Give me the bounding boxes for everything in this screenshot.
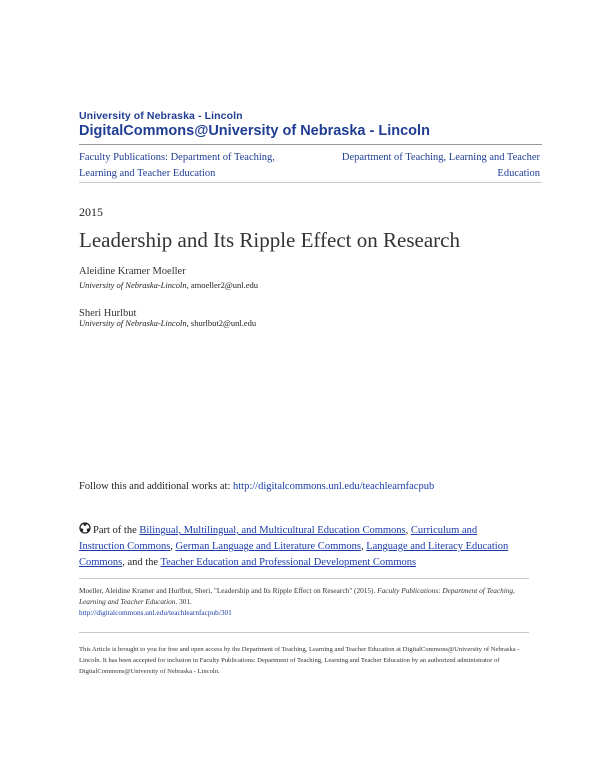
collection-divider xyxy=(79,182,542,183)
commons-link-bilingual[interactable]: Bilingual, Multilingual, and Multicultural Education Commons xyxy=(139,525,406,536)
author-name: Aleidine Kramer Moeller xyxy=(79,266,186,277)
citation-text: Moeller, Aleidine Kramer and Hurlbut, Sheri, "Leadership and Its Ripple Effect on Research" (2015). xyxy=(79,586,378,595)
citation-number: . 301. xyxy=(175,597,192,606)
affiliation-name: University of Nebraska-Lincoln xyxy=(79,318,187,328)
repository-link[interactable]: DigitalCommons@University of Nebraska - Lincoln xyxy=(79,123,430,139)
citation-divider xyxy=(79,578,529,579)
collection-link-department[interactable]: Department of Teaching, Learning and Teacher Education xyxy=(341,152,540,179)
author-email[interactable]: shurlbut2@unl.edu xyxy=(190,318,257,328)
network-icon xyxy=(79,522,91,534)
affiliation-separator: , xyxy=(186,280,191,290)
part-of-and-the: , and the xyxy=(122,557,161,568)
commons-link-teacher-education[interactable]: Teacher Education and Professional Development Commons xyxy=(160,557,417,568)
institution-link[interactable]: University of Nebraska - Lincoln xyxy=(79,110,243,122)
part-of-separator: , xyxy=(405,525,411,536)
follow-url-link[interactable]: http://digitalcommons.unl.edu/teachlearnfacpub xyxy=(233,481,435,492)
commons-link-german[interactable]: German Language and Literature Commons xyxy=(175,541,361,552)
follow-label: Follow this and additional works at: xyxy=(79,481,233,492)
part-of-separator: , xyxy=(360,541,367,552)
author-affiliation xyxy=(79,318,256,329)
part-of-separator: , xyxy=(170,541,176,552)
publication-year: 2015 xyxy=(79,205,103,219)
part-of-commons xyxy=(79,522,519,571)
commons-link-language-literacy[interactable]: Language and Literacy Education Commons xyxy=(79,541,509,568)
citation-series: Faculty Publications: Department of Teaching, Learning and Teacher Education xyxy=(79,586,515,606)
author-name: Sheri Hurlbut xyxy=(79,308,137,319)
affiliation-name: University of Nebraska-Lincoln xyxy=(79,280,187,290)
citation-url-link[interactable]: http://digitalcommons.unl.edu/teachlearnfacpub/301 xyxy=(79,608,232,617)
part-of-prefix: Part of the xyxy=(93,525,140,536)
author-email[interactable]: amoeller2@unl.edu xyxy=(190,280,258,290)
follow-line xyxy=(79,480,434,494)
affiliation-separator: , xyxy=(186,318,191,328)
author-affiliation xyxy=(79,280,258,291)
paper-title: Leadership and Its Ripple Effect on Research xyxy=(79,228,460,252)
recommended-citation xyxy=(79,585,529,618)
collection-link-faculty-publications[interactable]: Faculty Publications: Department of Teaching, Learning and Teacher Education xyxy=(79,152,275,179)
header-divider xyxy=(79,144,542,145)
notice-divider xyxy=(79,632,529,633)
commons-link-curriculum[interactable]: Curriculum and Instruction Commons xyxy=(79,525,478,552)
access-notice: This Article is brought to you for free and open access by the Department of Teaching, Learning and Teacher Education at DigitalCommons@University of Nebraska - Lincoln. It has been accepted for inclusion in Faculty Publications: Department of Teaching, Learning and Teacher Education by an authorized administrator of DigitalCommons@University of Nebraska - Lincoln. xyxy=(79,646,520,675)
